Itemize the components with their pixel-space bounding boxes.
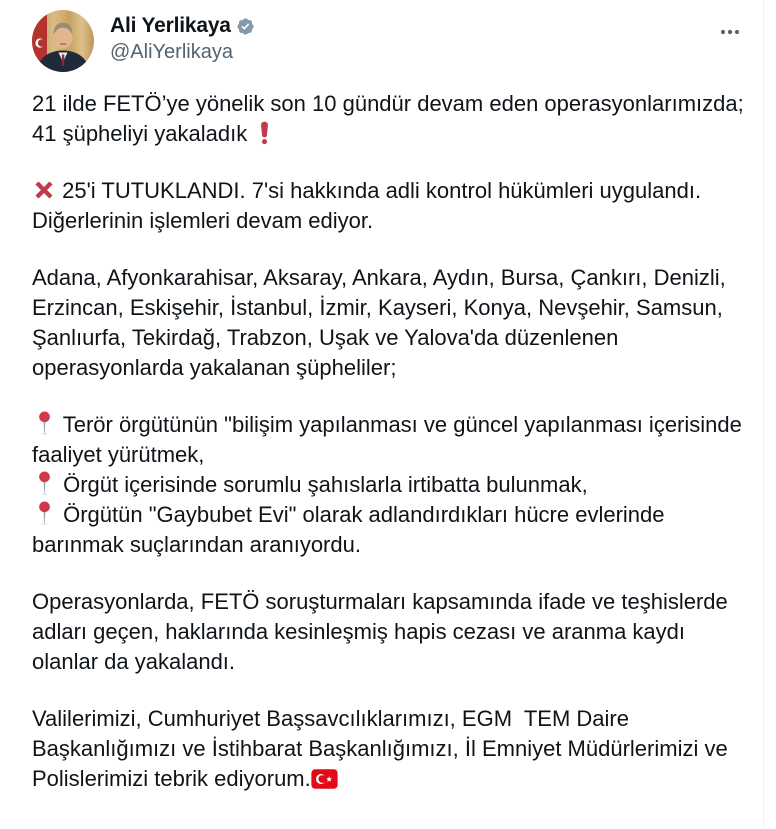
author-block	[110, 10, 255, 64]
tweet-paragraph	[32, 410, 748, 560]
heavy-exclamation-icon	[253, 120, 276, 145]
round-pushpin-icon	[32, 470, 57, 496]
tweet-text: Valilerimizi, Cumhuriyet Başsavcılıklarımızı, EGM TEM Daire Başkanlığımızı ve İstihbarat Başkanlığımızı, İl Emniyet Müdürlerimizi ve Polislerimizi tebrik ediyorum.	[32, 706, 734, 791]
display-name[interactable]: Ali Yerlikaya	[110, 14, 231, 37]
round-pushpin-icon	[32, 410, 57, 436]
handle: @AliYerlikaya	[110, 41, 233, 63]
card-right-border	[763, 0, 764, 829]
cross-mark-icon	[32, 178, 56, 202]
tweet-text: 25'i TUTUKLANDI. 7'si hakkında adli kontrol hükümleri uygulandı. Diğerlerinin işlemleri devam ediyor.	[32, 178, 708, 233]
tweet-text: Adana, Afyonkarahisar, Aksaray, Ankara, Aydın, Bursa, Çankırı, Denizli, Erzincan, Eskişehir, İstanbul, İzmir, Kayseri, Konya, Nevşehir, Samsun, Şanlıurfa, Tekirdağ, Trabzon, Uşak ve Yalova'da düzenlenen operasyonlarda yakalanan şüpheliler;	[32, 265, 732, 380]
tweet-text: Terör örgütünün "bilişim yapılanması ve güncel yapılanması içerisinde faaliyet yürütmek,	[32, 412, 748, 467]
tweet-paragraph	[32, 263, 748, 383]
tweet-paragraph	[32, 587, 748, 677]
tweet-paragraph	[32, 176, 748, 236]
round-pushpin-icon	[32, 500, 57, 526]
tweet-paragraph	[32, 89, 748, 149]
author-name-row[interactable]	[110, 14, 255, 38]
tweet-body	[0, 72, 776, 794]
tweet-text: Örgütün "Gaybubet Evi" olarak adlandırdıkları hücre evlerinde barınmak suçlarından aranıyordu.	[32, 502, 671, 557]
avatar[interactable]	[32, 10, 94, 72]
tweet-text: Operasyonlarda, FETÖ soruşturmaları kapsamında ifade ve teşhislerde adları geçen, haklarında kesinleşmiş hapis cezası ve aranma kaydı olanlar da yakalandı.	[32, 589, 734, 674]
verified-badge-icon[interactable]	[236, 17, 255, 36]
tweet-paragraph	[32, 704, 748, 794]
tweet-text: 21 ilde FETÖ’ye yönelik son 10 gündür devam eden operasyonlarımızda; 41 şüpheliyi yakaladık	[32, 91, 750, 146]
tweet-text: Örgüt içerisinde sorumlu şahıslarla irtibatta bulunmak,	[57, 472, 588, 497]
turkish-flag-icon	[311, 768, 338, 790]
tweet-header	[0, 0, 776, 72]
more-options-icon	[718, 20, 742, 44]
more-options-button[interactable]	[718, 10, 742, 44]
